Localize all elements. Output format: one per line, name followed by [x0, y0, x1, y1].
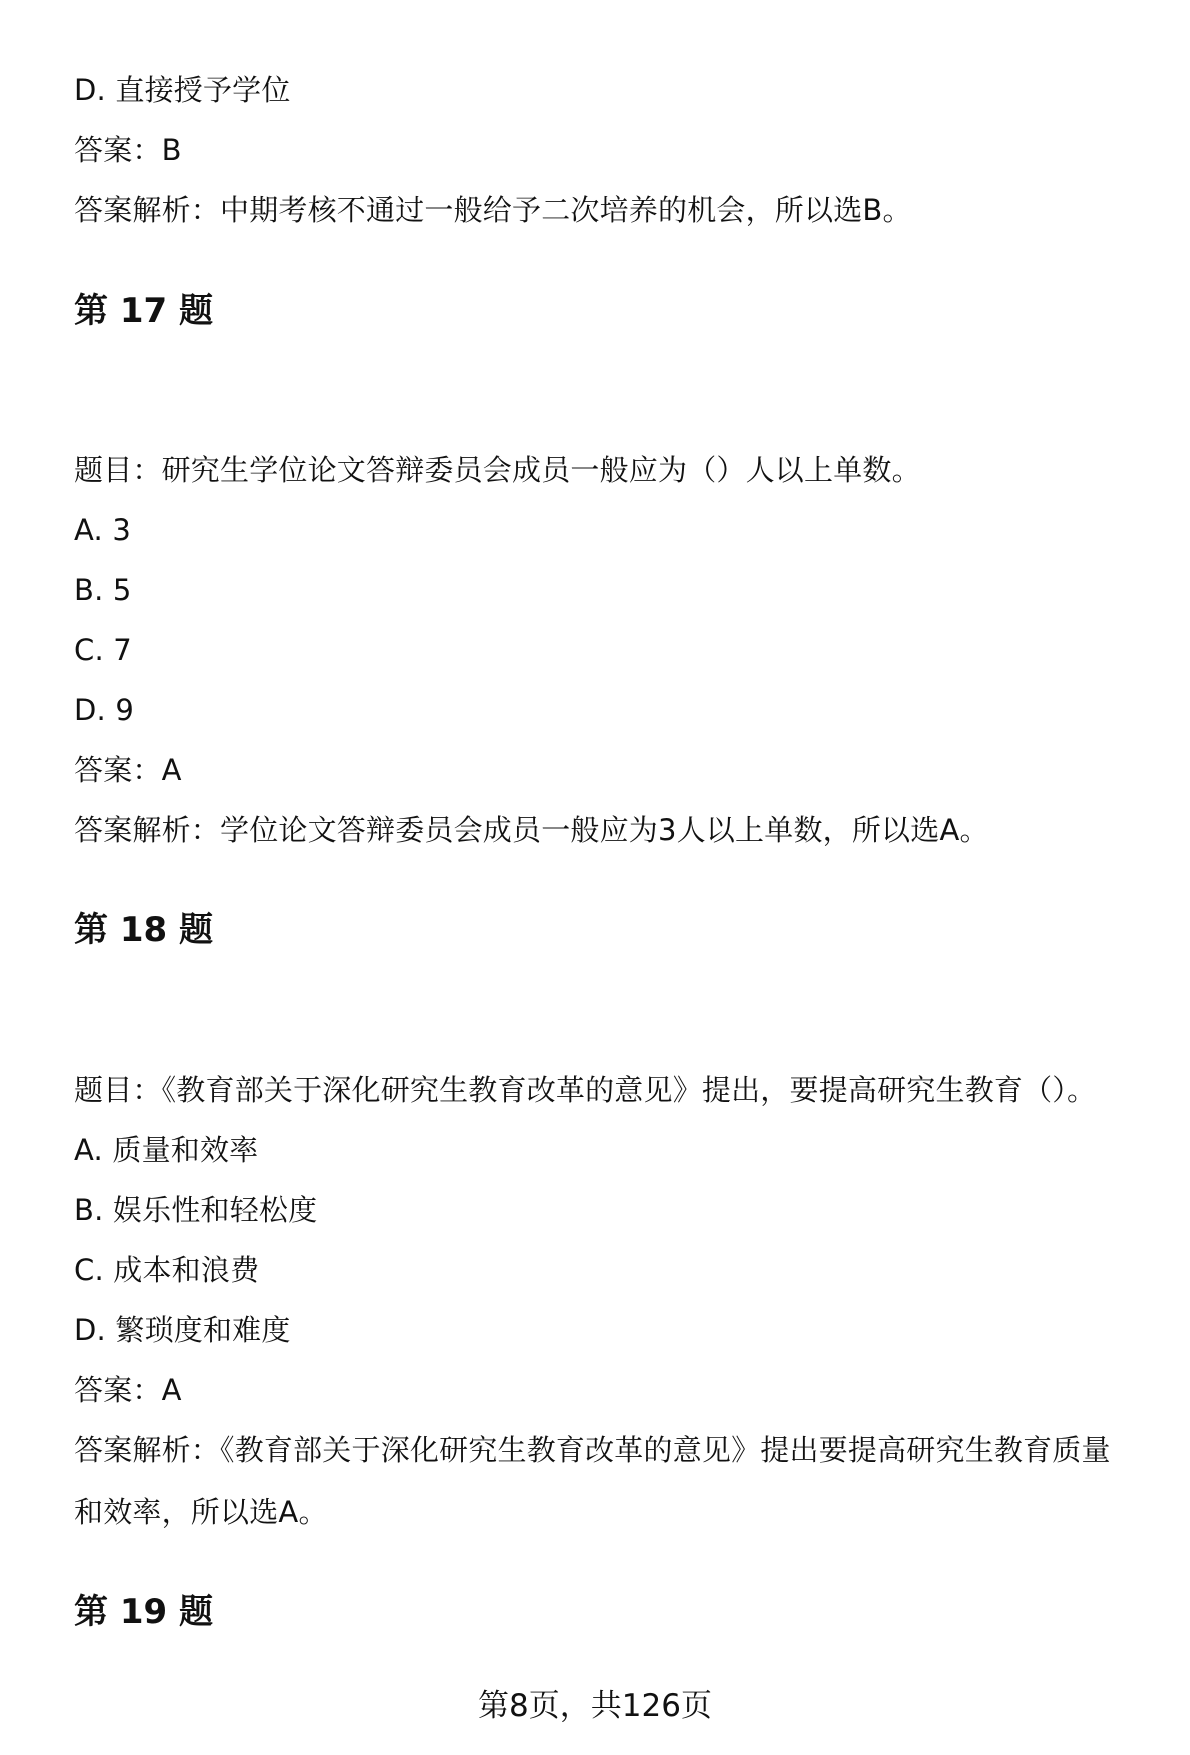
q17-option-b: B. 5: [74, 573, 132, 607]
q17-option-c: C. 7: [74, 633, 132, 667]
q18-heading: 第 18 题: [74, 910, 213, 950]
q18-explanation-line1: 答案解析：《教育部关于深化研究生教育改革的意见》提出要提高研究生教育质量: [74, 1433, 1111, 1467]
q16-answer: 答案：B: [74, 133, 182, 167]
q17-heading: 第 17 题: [74, 291, 213, 331]
q18-option-c: C. 成本和浪费: [74, 1253, 260, 1287]
q17-option-a: A. 3: [74, 513, 132, 547]
q17-question: 题目：研究生学位论文答辩委员会成员一般应为（）人以上单数。: [74, 453, 921, 487]
q17-explanation: 答案解析：学位论文答辩委员会成员一般应为3人以上单数，所以选A。: [74, 813, 989, 847]
q18-option-a: A. 质量和效率: [74, 1133, 259, 1167]
q18-explanation-line2: 和效率，所以选A。: [74, 1495, 328, 1529]
page-number: 第8页，共126页: [478, 1688, 712, 1724]
q16-explanation: 答案解析：中期考核不通过一般给予二次培养的机会，所以选B。: [74, 193, 912, 227]
q17-answer: 答案：A: [74, 753, 182, 787]
q18-answer: 答案：A: [74, 1373, 182, 1407]
q18-option-d: D. 繁琐度和难度: [74, 1313, 291, 1347]
q19-heading: 第 19 题: [74, 1592, 213, 1632]
q17-option-d: D. 9: [74, 693, 135, 727]
q18-option-b: B. 娱乐性和轻松度: [74, 1193, 318, 1227]
q16-option-d: D. 直接授予学位: [74, 73, 291, 107]
q18-question: 题目：《教育部关于深化研究生教育改革的意见》提出，要提高研究生教育（）。: [74, 1073, 1097, 1107]
